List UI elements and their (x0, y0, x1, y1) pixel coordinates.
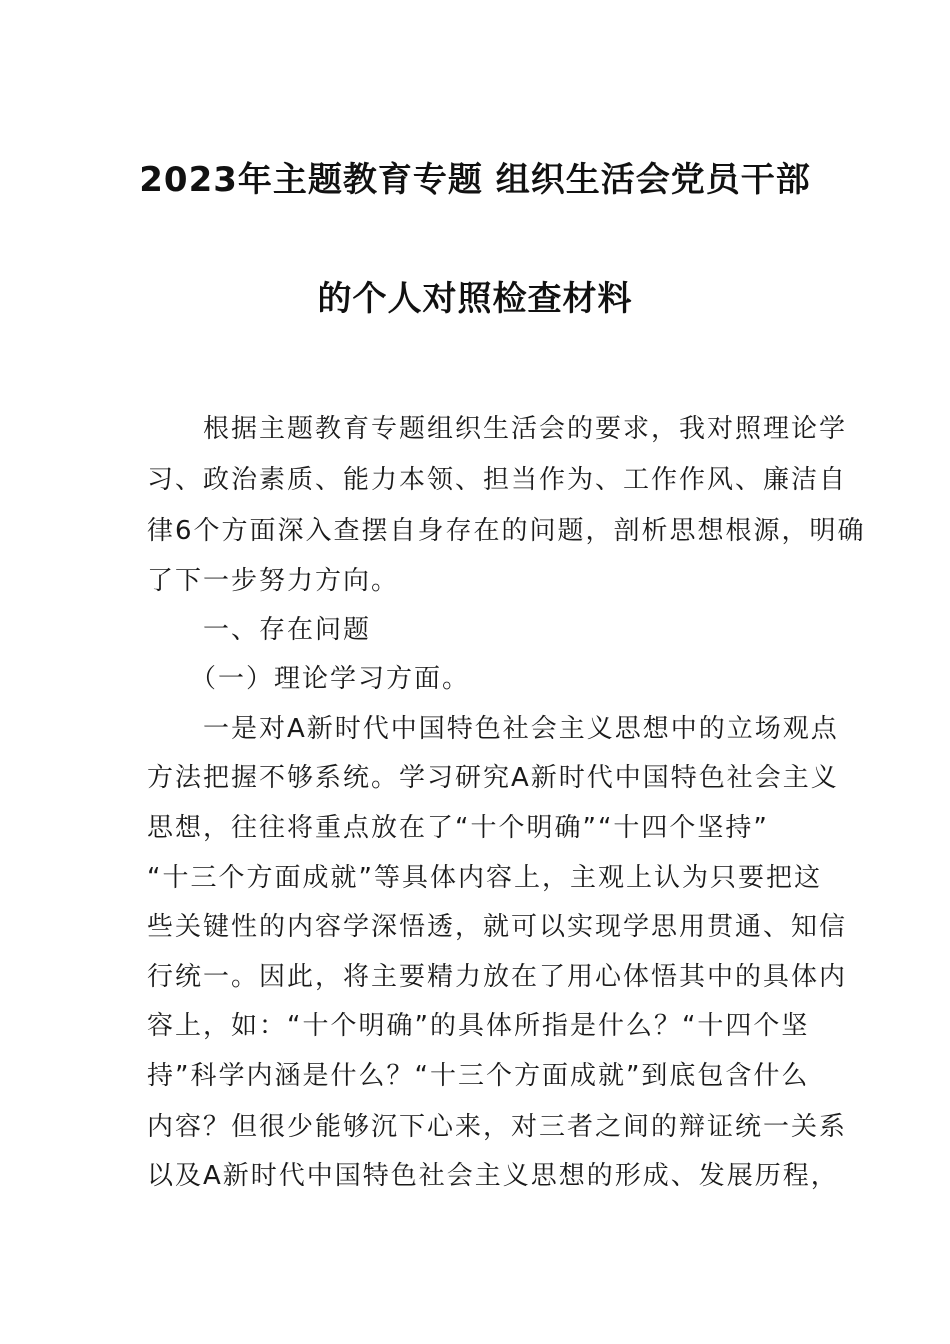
section-heading: 一、存在问题 (147, 615, 372, 645)
body-line-1: 根据主题教育专题组织生活会的要求，我对照理论学 (147, 414, 848, 444)
body-line-3: 律6个方面深入查摆自身存在的问题，剖析思想根源，明确 (147, 516, 866, 546)
body-line-13: 容上，如：“十个明确”的具体所指是什么？“十四个坚 (147, 1011, 810, 1041)
body-line-9: 思想，往往将重点放在了“十个明确”“十四个坚持” (147, 813, 769, 843)
body-line-8: 方法把握不够系统。学习研究A新时代中国特色社会主义 (147, 763, 839, 793)
document-title-line-1: 2023年主题教育专题 组织生活会党员干部 (139, 160, 811, 200)
body-line-2: 习、政治素质、能力本领、担当作为、工作作风、廉洁自 (147, 465, 848, 495)
subsection-heading: （一）理论学习方面。 (147, 664, 471, 694)
body-line-16: 以及A新时代中国特色社会主义思想的形成、发展历程， (147, 1161, 839, 1191)
body-line-12: 行统一。因此，将主要精力放在了用心体悟其中的具体内 (147, 962, 848, 992)
body-line-15: 内容？但很少能够沉下心来，对三者之间的辩证统一关系 (147, 1112, 848, 1142)
document-title-line-2: 的个人对照检查材料 (317, 279, 633, 319)
body-line-14: 持”科学内涵是什么？“十三个方面成就”到底包含什么 (147, 1061, 810, 1091)
body-line-4: 了下一步努力方向。 (147, 566, 400, 596)
body-line-7: 一是对A新时代中国特色社会主义思想中的立场观点 (147, 714, 839, 744)
body-line-10: “十三个方面成就”等具体内容上，主观上认为只要把这 (147, 863, 822, 893)
body-line-11: 些关键性的内容学深悟透，就可以实现学思用贯通、知信 (147, 912, 848, 942)
